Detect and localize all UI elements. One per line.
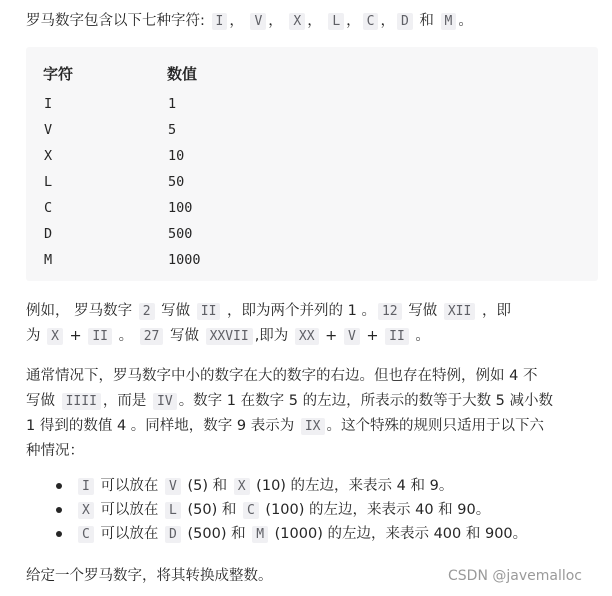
case-text: (100) 的左边，来表示 40 和 90。 xyxy=(260,502,491,518)
inline-code: D xyxy=(165,526,181,543)
rule-line-3 xyxy=(26,414,606,439)
task-statement: 给定一个罗马数字，将其转换成整数。 xyxy=(26,568,273,584)
intro-text: ， xyxy=(229,13,249,29)
table-row xyxy=(44,143,344,169)
table-row xyxy=(44,169,344,195)
inline-code: II xyxy=(197,303,221,320)
inline-code: II xyxy=(88,328,112,345)
intro-text: ， xyxy=(380,13,395,29)
row-symbol: V xyxy=(44,122,53,138)
example-paragraph xyxy=(26,299,586,349)
inline-code: X xyxy=(289,13,305,30)
inline-code: XII xyxy=(444,303,475,320)
inline-code: 27 xyxy=(140,328,164,345)
example-text: 。 xyxy=(410,328,430,344)
rule-text: 。数字 1 在数字 5 的左边，所表示的数等于大数 5 减小数 xyxy=(178,393,554,409)
example-text: 写做 xyxy=(156,303,195,319)
inline-code: X xyxy=(234,478,250,495)
example-text: ，即 xyxy=(477,303,511,319)
row-value: 1000 xyxy=(168,252,201,268)
header-value: 数值 xyxy=(167,65,198,83)
example-text: ，即为两个并列的 1 。 xyxy=(222,303,376,319)
table-row xyxy=(44,91,344,117)
list-item xyxy=(40,498,600,522)
inline-code: V xyxy=(344,328,360,345)
example-text: ,即为 xyxy=(254,328,293,344)
row-value: 50 xyxy=(168,174,185,190)
list-item xyxy=(40,474,600,498)
row-value: 500 xyxy=(168,226,193,242)
row-value: 5 xyxy=(168,122,177,138)
row-value: 10 xyxy=(168,148,185,164)
inline-code: M xyxy=(441,13,457,30)
row-symbol: M xyxy=(44,252,53,268)
rule-line-2 xyxy=(26,389,606,414)
inline-code: XX xyxy=(295,328,319,345)
inline-code: V xyxy=(250,13,266,30)
rule-text: 写做 xyxy=(26,393,60,409)
row-symbol: L xyxy=(44,174,53,190)
rule-line-4: 种情况： xyxy=(26,443,84,459)
row-symbol: C xyxy=(44,200,53,216)
table-row xyxy=(44,195,344,221)
rule-text: 。这个特殊的规则只适用于以下六 xyxy=(326,418,544,434)
intro-paragraph xyxy=(26,9,606,34)
table-row xyxy=(44,247,344,273)
case-text: (50) 和 xyxy=(182,502,241,518)
example-text: 。 xyxy=(113,328,138,344)
table-row xyxy=(44,221,344,247)
inline-code: IV xyxy=(153,393,177,410)
example-text: + xyxy=(361,328,384,344)
rule-text: 1 得到的数值 4 。同样地，数字 9 表示为 xyxy=(26,418,299,434)
intro-text: 。 xyxy=(458,13,473,29)
inline-code: IX xyxy=(301,418,325,435)
example-text: 为 xyxy=(26,328,46,344)
list-item xyxy=(40,522,600,546)
row-symbol: X xyxy=(44,148,53,164)
inline-code: C xyxy=(243,502,259,519)
symbol-value-code-block xyxy=(26,47,598,281)
inline-code: XXVII xyxy=(206,328,253,345)
rule-text: ，而是 xyxy=(102,393,152,409)
intro-text: ， xyxy=(268,13,288,29)
inline-code: X xyxy=(47,328,63,345)
case-text: (5) 和 xyxy=(182,478,232,494)
bullet-icon xyxy=(56,507,62,513)
inline-code: IIII xyxy=(62,393,101,410)
case-text: 可以放在 xyxy=(95,502,164,518)
row-symbol: D xyxy=(44,226,53,242)
inline-code: L xyxy=(165,502,181,519)
case-text: 可以放在 xyxy=(95,526,164,542)
example-text: + xyxy=(320,328,342,344)
table-rows xyxy=(44,91,344,273)
table-row xyxy=(44,117,344,143)
inline-code: C xyxy=(363,13,379,30)
inline-code: I xyxy=(78,478,94,495)
case-text: 可以放在 xyxy=(95,478,164,494)
rule-line-1: 通常情况下，罗马数字中小的数字在大的数字的右边。但也存在特例，例如 4 不 xyxy=(26,368,538,384)
intro-text: ， xyxy=(307,13,327,29)
inline-code: X xyxy=(78,502,94,519)
inline-code: D xyxy=(397,13,413,30)
example-text: 例如， 罗马数字 xyxy=(26,303,137,319)
inline-code: 12 xyxy=(378,303,402,320)
bullet-icon xyxy=(56,483,62,489)
csdn-watermark: CSDN @javemalloc xyxy=(448,568,582,584)
intro-text: 和 xyxy=(414,13,439,29)
case-text: (500) 和 xyxy=(182,526,251,542)
intro-text: 罗马数字包含以下七种字符: xyxy=(26,13,210,29)
cases-list xyxy=(40,474,600,546)
example-line-2 xyxy=(26,324,586,349)
inline-code: V xyxy=(165,478,181,495)
bullet-icon xyxy=(56,531,62,537)
example-line-1 xyxy=(26,299,586,324)
example-text: + xyxy=(64,328,87,344)
rule-paragraph xyxy=(26,364,606,464)
case-text: (10) 的左边，来表示 4 和 9。 xyxy=(251,478,454,494)
example-text: 写做 xyxy=(403,303,442,319)
inline-code: M xyxy=(252,526,268,543)
inline-code: I xyxy=(212,13,228,30)
row-symbol: I xyxy=(44,96,53,112)
row-value: 1 xyxy=(168,96,177,112)
example-text: 写做 xyxy=(165,328,204,344)
case-text: (1000) 的左边，来表示 400 和 900。 xyxy=(270,526,528,542)
inline-code: C xyxy=(78,526,94,543)
header-symbol: 字符 xyxy=(43,65,74,83)
row-value: 100 xyxy=(168,200,193,216)
inline-code: II xyxy=(385,328,409,345)
inline-code: 2 xyxy=(139,303,155,320)
inline-code: L xyxy=(328,13,344,30)
intro-text: ， xyxy=(346,13,361,29)
